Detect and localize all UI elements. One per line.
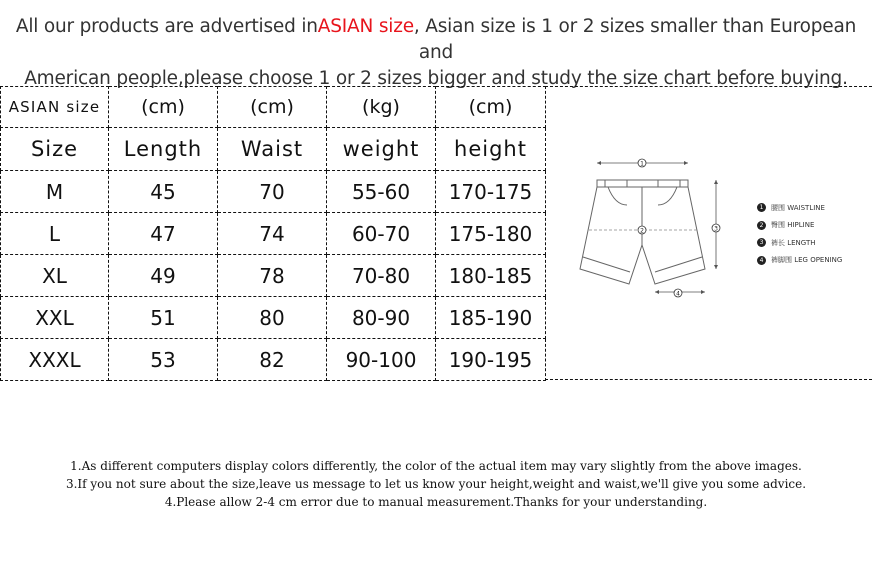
table-cell: XXL	[1, 297, 109, 339]
svg-text:1: 1	[640, 160, 644, 168]
notes-block	[0, 457, 872, 511]
svg-text:4: 4	[676, 290, 680, 298]
size-chart-table	[0, 86, 546, 381]
table-row	[1, 339, 546, 381]
notice-text-post: , Asian size is 1 or 2 sizes smaller than European and	[413, 16, 857, 63]
table-cell: 82	[218, 339, 327, 381]
table-cell: 78	[218, 255, 327, 297]
table-cell: 74	[218, 213, 327, 255]
marker-4	[674, 289, 682, 298]
legend-item-waistline	[757, 199, 842, 217]
table-cell: XL	[1, 255, 109, 297]
table-cell: 80-90	[327, 297, 436, 339]
measurement-legend	[757, 199, 842, 269]
table-cell: 180-185	[436, 255, 546, 297]
notice-line-1	[0, 14, 872, 66]
unit-cell: (kg)	[327, 87, 436, 128]
legend-label: 裤长 LENGTH	[771, 238, 816, 247]
table-cell: 70	[218, 171, 327, 213]
table-cell: 51	[109, 297, 218, 339]
note-line: 4.Please allow 2-4 cm error due to manual measurement.Thanks for your understanding.	[164, 495, 708, 509]
legend-number: 1	[757, 203, 766, 212]
legend-number: 2	[757, 221, 766, 230]
notice-line-2: American people,please choose 1 or 2 sizes bigger and study the size chart before buying.	[24, 68, 848, 89]
table-cell: 45	[109, 171, 218, 213]
table-cell: 90-100	[327, 339, 436, 381]
legend-number: 4	[757, 256, 766, 265]
svg-text:2: 2	[640, 227, 644, 235]
marker-3	[712, 224, 720, 233]
table-cell: 49	[109, 255, 218, 297]
table-cell: 70-80	[327, 255, 436, 297]
table-row	[1, 171, 546, 213]
note-line: 1.As different computers display colors differently, the color of the actual item may vary slightly from the above images.	[70, 459, 802, 473]
unit-cell: ASIAN size	[1, 87, 109, 128]
table-cell: 190-195	[436, 339, 546, 381]
unit-cell: (cm)	[109, 87, 218, 128]
legend-item-hipline	[757, 217, 842, 235]
note-line: 3.If you not sure about the size,leave us message to let us know your height,weight and waist,we'll give you some advice.	[65, 477, 807, 491]
legend-label: 裤脚围 LEG OPENING	[771, 256, 843, 265]
header-cell: Waist	[218, 128, 327, 171]
table-cell: 170-175	[436, 171, 546, 213]
header-cell: Length	[109, 128, 218, 171]
unit-cell: (cm)	[436, 87, 546, 128]
table-cell: 185-190	[436, 297, 546, 339]
table-cell: L	[1, 213, 109, 255]
shorts-measurement-diagram	[545, 86, 872, 380]
table-cell: 175-180	[436, 213, 546, 255]
size-notice	[0, 14, 872, 92]
table-cell: 53	[109, 339, 218, 381]
header-cell: weight	[327, 128, 436, 171]
table-row	[1, 213, 546, 255]
header-cell: height	[436, 128, 546, 171]
table-row	[1, 255, 546, 297]
table-cell: M	[1, 171, 109, 213]
units-row	[1, 87, 546, 128]
table-row	[1, 297, 546, 339]
header-row	[1, 128, 546, 171]
table-cell: 47	[109, 213, 218, 255]
header-cell: Size	[1, 128, 109, 171]
notice-highlight: ASIAN size	[317, 16, 414, 37]
legend-label: 腰围 WAISTLINE	[771, 203, 825, 212]
svg-text:3: 3	[714, 225, 718, 233]
marker-2	[638, 226, 646, 235]
notice-text-pre: All our products are advertised in	[15, 16, 318, 37]
marker-1	[638, 159, 646, 168]
legend-item-length	[757, 234, 842, 252]
legend-label: 臀围 HIPLINE	[771, 221, 815, 230]
table-cell: 55-60	[327, 171, 436, 213]
legend-number: 3	[757, 238, 766, 247]
table-cell: XXXL	[1, 339, 109, 381]
table-cell: 80	[218, 297, 327, 339]
table-cell: 60-70	[327, 213, 436, 255]
unit-cell: (cm)	[218, 87, 327, 128]
legend-item-leg-opening	[757, 252, 842, 270]
